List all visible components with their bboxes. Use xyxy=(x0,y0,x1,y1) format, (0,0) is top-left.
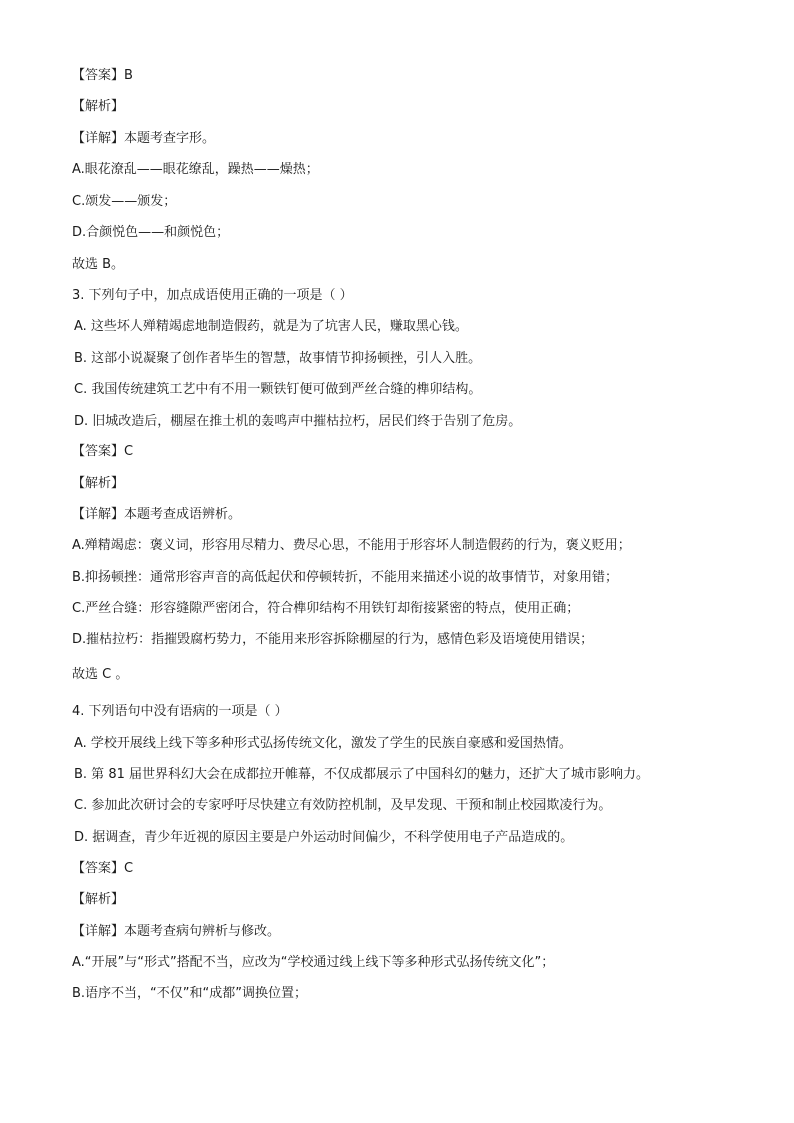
option-b: B. 这部小说凝聚了创作者毕生的智慧，故事情节抑扬顿挫，引人入胜。 xyxy=(74,351,482,366)
explanation-line: D.摧枯拉朽：指摧毁腐朽势力，不能用来形容拆除棚屋的行为，感情色彩及语境使用错误； xyxy=(72,632,594,647)
analysis-label: 【解析】 xyxy=(72,99,125,114)
option-d: D. 据调查，青少年近视的原因主要是户外运动时间偏少，不科学使用电子产品造成的。 xyxy=(74,830,574,845)
option-a: A. 这些坏人殚精竭虑地制造假药，就是为了坑害人民，赚取黑心钱。 xyxy=(74,319,468,334)
answer-label: 【答案】C xyxy=(72,861,134,876)
analysis-label: 【解析】 xyxy=(72,892,125,907)
detail-text: 【详解】本题考查病句辨析与修改。 xyxy=(72,924,281,939)
explanation-line: B.语序不当，“不仅”和“成都”调换位置； xyxy=(72,986,307,1001)
detail-text: 【详解】本题考查成语辨析。 xyxy=(72,507,242,522)
analysis-label: 【解析】 xyxy=(72,476,125,491)
explanation-line: B.抑扬顿挫：通常形容声音的高低起伏和停顿转折，不能用来描述小说的故事情节，对象用错； xyxy=(72,570,619,585)
explanation-line: C.颂发——颁发； xyxy=(72,194,177,209)
answer-label: 【答案】B xyxy=(72,68,133,83)
option-c: C. 参加此次研讨会的专家呼吁尽快建立有效防控机制，及早发现、干预和制止校园欺凌行为。 xyxy=(74,798,612,813)
explanation-line: D.合颜悦色——和颜悦色； xyxy=(72,225,230,240)
explanation-line: C.严丝合缝：形容缝隙严密闭合，符合榫卯结构不用铁钉却衔接紧密的特点，使用正确； xyxy=(72,601,580,616)
option-a: A. 学校开展线上线下等多种形式弘扬传统文化，激发了学生的民族自豪感和爱国热情。 xyxy=(74,736,572,751)
question-4-stem: 4. 下列语句中没有语病的一项是（ ） xyxy=(72,704,288,719)
conclusion-line: 故选 C 。 xyxy=(72,667,129,682)
option-d: D. 旧城改造后，棚屋在推土机的轰鸣声中摧枯拉朽，居民们终于告别了危房。 xyxy=(74,414,522,429)
explanation-line: A.“开展”与“形式”搭配不当，应改为“学校通过线上线下等多种形式弘扬传统文化”； xyxy=(72,955,555,970)
explanation-line: A.眼花潦乱——眼花缭乱，躁热——燥热； xyxy=(72,162,319,177)
option-c: C. 我国传统建筑工艺中有不用一颗铁钉便可做到严丝合缝的榫卯结构。 xyxy=(74,382,482,397)
explanation-line: A.殚精竭虑：褒义词，形容用尽精力、费尽心思，不能用于形容坏人制造假药的行为，褒义贬用； xyxy=(72,538,631,553)
answer-label: 【答案】C xyxy=(72,444,134,459)
detail-text: 【详解】本题考查字形。 xyxy=(72,131,216,146)
question-3-stem: 3. 下列句子中，加点成语使用正确的一项是（ ） xyxy=(72,288,353,303)
option-b: B. 第 81 届世界科幻大会在成都拉开帷幕，不仅成都展示了中国科幻的魅力，还扩大了城市影响力。 xyxy=(74,767,649,782)
conclusion-line: 故选 B。 xyxy=(72,257,125,272)
